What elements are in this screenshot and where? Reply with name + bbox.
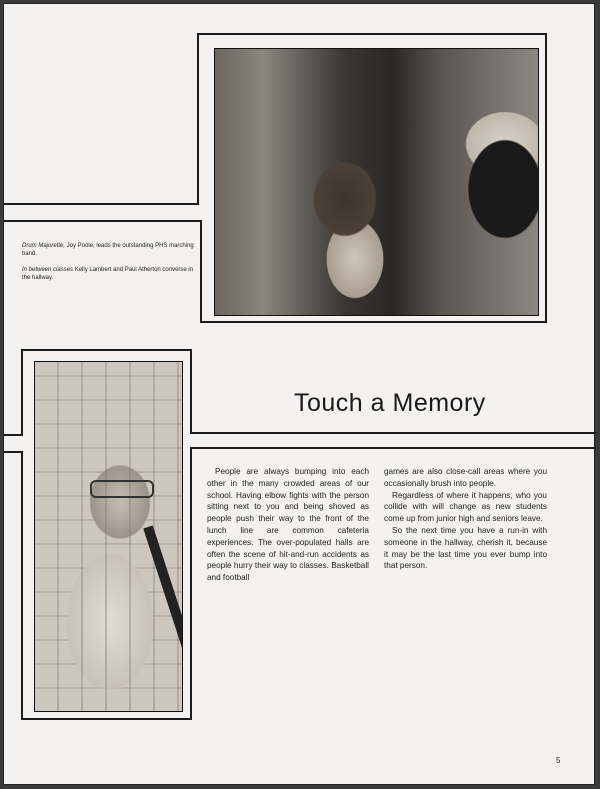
hallway-students-photo xyxy=(214,48,539,316)
page-number: 5 xyxy=(556,756,561,765)
caption-hallway xyxy=(22,266,197,282)
caption-2-lead: In between classes xyxy=(22,267,74,273)
frame-line xyxy=(197,33,547,35)
frame-line xyxy=(200,321,547,323)
frame-line xyxy=(190,432,596,434)
frame-line xyxy=(4,220,202,222)
body-paragraph: People are always bumping into each other in the many crowded areas of our school. Having elbow fights with the person sitting next to you and being shoved as people push their way to the front of the lunch line are common cafeteria experiences. The over-populated halls are often the scene of hit-and-run accidents as people hurry their way to classes. Basketball and football xyxy=(207,467,369,583)
frame-line xyxy=(21,718,192,720)
frame-line xyxy=(4,434,23,436)
body-paragraph: games are also close-call areas where you occasionally brush into people. xyxy=(384,467,547,488)
caption-2-text: Kelly Lambert and Paul Atherton converse in the hallway. xyxy=(22,267,194,281)
frame-line xyxy=(200,220,202,323)
caption-1-lead: Drum Majorette, xyxy=(22,243,66,249)
frame-line xyxy=(190,447,192,720)
frame-line xyxy=(21,349,23,436)
glasses-shape xyxy=(90,480,154,498)
frame-line xyxy=(21,349,192,351)
frame-line xyxy=(197,33,199,205)
body-paragraph: Regardless of where it happens, who you collide with will change as new students come up from junior high and seniors leave. xyxy=(384,490,547,524)
page-title: Touch a Memory xyxy=(294,389,486,417)
body-column-1 xyxy=(207,466,369,584)
frame-line xyxy=(190,349,192,434)
frame-line xyxy=(21,451,23,720)
photo-captions xyxy=(22,242,197,290)
body-column-2 xyxy=(384,466,547,572)
frame-line xyxy=(4,203,199,205)
microphone-shape xyxy=(143,525,183,652)
frame-line xyxy=(545,33,547,323)
caption-drum-majorette xyxy=(22,242,197,258)
frame-line xyxy=(190,447,596,449)
caption-1-text: Joy Poole, leads the outstanding PHS marching band. xyxy=(22,243,194,257)
announcer-microphone-photo xyxy=(34,361,183,712)
body-paragraph: So the next time you have a run-in with someone in the hallway, cherish it, because it may be the last time you ever bump into that person. xyxy=(384,525,547,571)
yearbook-page xyxy=(3,3,595,785)
